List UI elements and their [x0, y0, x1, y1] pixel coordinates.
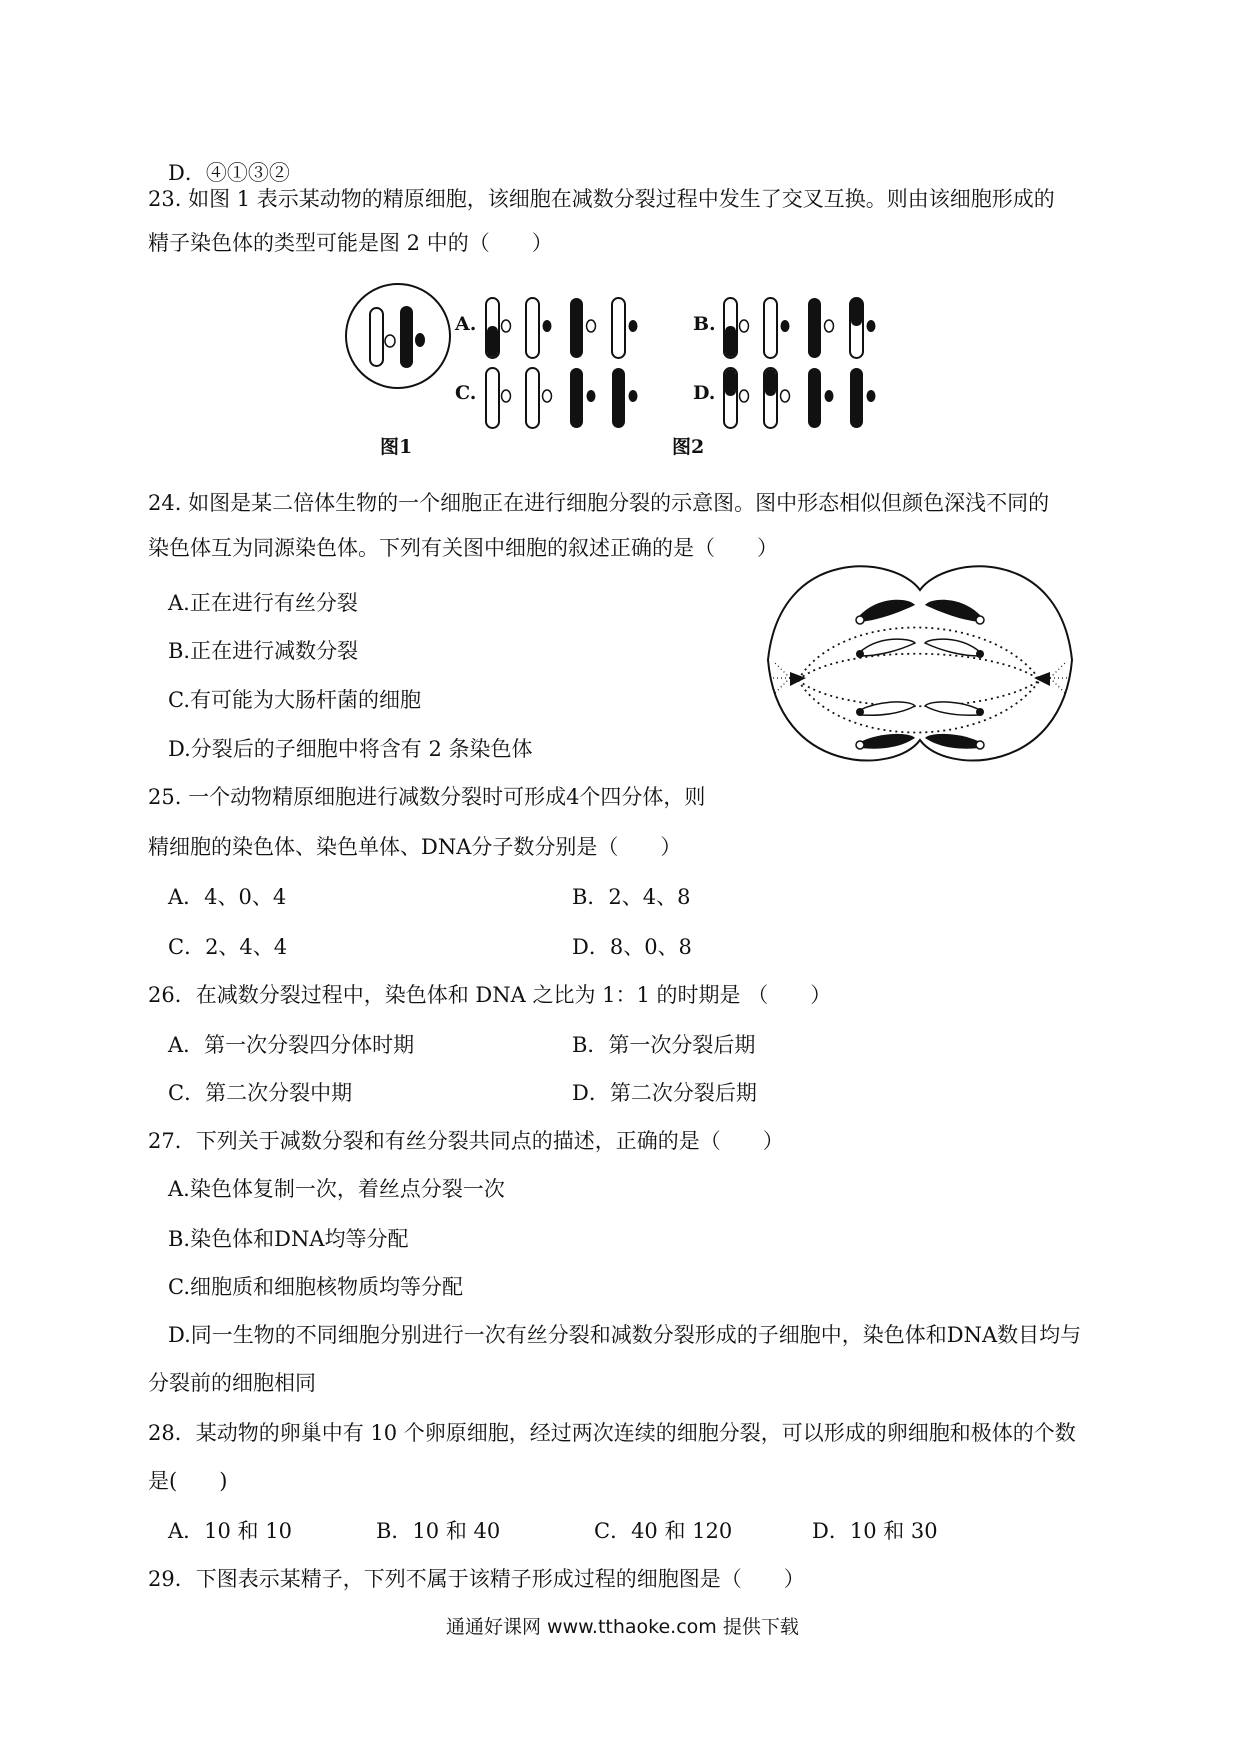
q28-option-d: D．10 和 30	[812, 1519, 938, 1543]
q22-option-d: D．④①③②	[168, 161, 290, 185]
q24-option-d: D.分裂后的子细胞中将含有 2 条染色体	[168, 737, 533, 761]
q25-option-a: A．4、0、4	[168, 885, 287, 909]
q26-option-d: D．第二次分裂后期	[572, 1081, 757, 1105]
figure-2-option-a	[484, 296, 654, 360]
q28-option-b: B．10 和 40	[376, 1519, 501, 1543]
q24-text-line2: 染色体互为同源染色体。下列有关图中细胞的叙述正确的是（ ）	[148, 536, 778, 560]
q27-option-a: A.染色体复制一次，着丝点分裂一次	[168, 1177, 505, 1201]
q29-text-line1: 29．下图表示某精子，下列不属于该精子形成过程的细胞图是（ ）	[148, 1567, 805, 1591]
figure-2-option-b	[722, 296, 892, 360]
figure-2-option-d	[722, 366, 892, 430]
q28-text-line1: 28．某动物的卵巢中有 10 个卵原细胞，经过两次连续的细胞分裂，可以形成的卵细胞和极体的个数	[148, 1421, 1076, 1445]
q27-option-c: C.细胞质和细胞核物质均等分配	[168, 1275, 463, 1299]
q28-option-a: A．10 和 10	[168, 1519, 292, 1543]
q27-text-line1: 27．下列关于减数分裂和有丝分裂共同点的描述，正确的是（ ）	[148, 1129, 784, 1153]
q24-dividing-cell-figure	[760, 550, 1080, 785]
q27-option-d: D.同一生物的不同细胞分别进行一次有丝分裂和减数分裂形成的子细胞中，染色体和DNA数目均与	[168, 1323, 1082, 1347]
q28-option-c: C．40 和 120	[594, 1519, 733, 1543]
q24-option-b: B.正在进行减数分裂	[168, 639, 359, 663]
q25-option-c: C．2、4、4	[168, 935, 288, 959]
figure-1-label: 图1	[380, 436, 413, 458]
q26-option-c: C．第二次分裂中期	[168, 1081, 353, 1105]
q25-option-b: B．2、4、8	[572, 885, 691, 909]
q26-text-line1: 26．在减数分裂过程中，染色体和 DNA 之比为 1：1 的时期是 （ ）	[148, 983, 832, 1007]
q26-option-b: B．第一次分裂后期	[572, 1033, 756, 1057]
q26-option-a: A．第一次分裂四分体时期	[168, 1033, 415, 1057]
figure-1-spermatogonium	[340, 278, 460, 398]
page-footer: 通通好课网 www.tthaoke.com 提供下载	[446, 1616, 799, 1638]
q28-text-line2: 是( )	[148, 1469, 228, 1493]
figure-2-option-a-label: A.	[455, 313, 477, 335]
figure-2-option-c-label: C.	[455, 382, 477, 404]
q27-option-b: B.染色体和DNA均等分配	[168, 1227, 409, 1251]
q23-text-line2: 精子染色体的类型可能是图 2 中的（ ）	[148, 231, 553, 255]
q25-text-line1: 25. 一个动物精原细胞进行减数分裂时可形成4个四分体，则	[148, 785, 706, 809]
q24-text-line1: 24. 如图是某二倍体生物的一个细胞正在进行细胞分裂的示意图。图中形态相似但颜色深浅不同的	[148, 491, 1050, 515]
figure-2-option-b-label: B.	[693, 313, 716, 335]
figure-2-option-d-label: D.	[693, 382, 716, 404]
q27-option-d-continued: 分裂前的细胞相同	[148, 1371, 316, 1395]
figure-2-label: 图2	[672, 436, 705, 458]
q23-text-line1: 23. 如图 1 表示某动物的精原细胞，该细胞在减数分裂过程中发生了交叉互换。则由该细胞形成的	[148, 187, 1055, 211]
q24-option-a: A.正在进行有丝分裂	[168, 591, 358, 615]
q24-option-c: C.有可能为大肠杆菌的细胞	[168, 688, 421, 712]
q25-text-line2: 精细胞的染色体、染色单体、DNA分子数分别是（ ）	[148, 835, 682, 859]
figure-2-option-c	[484, 366, 654, 430]
q25-option-d: D．8、0、8	[572, 935, 692, 959]
